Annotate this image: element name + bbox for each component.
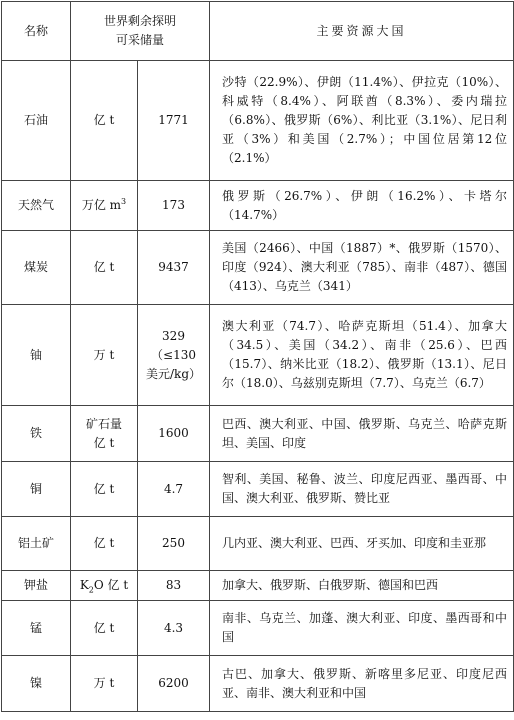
table-row	[2, 462, 514, 517]
unit-subscript: 2	[88, 585, 94, 595]
resource-amount: 9437	[138, 231, 210, 305]
resource-countries: 几内亚、澳大利亚、巴西、牙买加、印度和圭亚那	[210, 517, 514, 571]
unit-superscript: 3	[121, 197, 127, 206]
unit-line-1: 矿石量	[85, 416, 122, 431]
resource-countries: 加拿大、俄罗斯、白俄罗斯、德国和巴西	[210, 571, 514, 601]
resource-name: 锰	[2, 601, 71, 656]
resource-countries: 古巴、加拿大、俄罗斯、新喀里多尼亚、印度尼西亚、南非、澳大利亚和中国	[210, 656, 514, 712]
resource-name: 铀	[2, 305, 71, 406]
header-reserves-line1: 世界剩余探明	[104, 14, 177, 28]
unit-post: O 亿 t	[93, 578, 129, 592]
resource-unit	[71, 571, 138, 601]
resource-countries: 俄罗斯（26.7%）、伊朗（16.2%）、卡塔尔（14.7%）	[210, 181, 514, 231]
table-row	[2, 656, 514, 712]
unit-text: 万亿 m	[81, 198, 122, 212]
resource-countries: 澳大利亚（74.7）、哈萨克斯坦（51.4）、加拿大（34.5）、美国（34.2）、南非（25.6）、巴西（15.7）、纳米比亚（18.2）、俄罗斯（13.1）、尼日尔（18.0）、乌兹别克斯坦（7.7）、乌克兰（6.7）	[210, 305, 514, 406]
resource-countries: 美国（2466）、中国（1887）*、俄罗斯（1570）、印度（924）、澳大利亚（785）、南非（487）、德国（413）、乌克兰（341）	[210, 231, 514, 305]
unit-pre: K	[79, 578, 89, 592]
header-countries: 主要资源大国	[210, 2, 514, 61]
resource-unit: 亿 t	[71, 601, 138, 656]
unit-line-2: 亿 t	[93, 435, 115, 450]
table-row	[2, 601, 514, 656]
resource-countries: 南非、乌克兰、加蓬、澳大利亚、印度、墨西哥和中国	[210, 601, 514, 656]
resource-name: 钾盐	[2, 571, 71, 601]
resource-amount: 83	[138, 571, 210, 601]
header-name: 名称	[2, 2, 71, 61]
table-row	[2, 181, 514, 231]
table-row	[2, 61, 514, 181]
header-row	[2, 2, 514, 61]
resource-name: 铜	[2, 462, 71, 517]
resource-unit: 亿 t	[71, 462, 138, 517]
resource-amount: 1600	[138, 406, 210, 462]
table-row	[2, 231, 514, 305]
resource-amount: 250	[138, 517, 210, 571]
resource-unit: 亿 t	[71, 231, 138, 305]
resource-unit: 亿 t	[71, 61, 138, 181]
amount-note-1: （≤130	[151, 347, 196, 362]
resource-amount: 6200	[138, 656, 210, 712]
resource-countries: 沙特（22.9%）、伊朗（11.4%）、伊拉克（10%）、科威特（8.4%）、阿联酋（8.3%）、委内瑞拉（6.8%）、俄罗斯（6%）、利比亚（3.1%）、尼日利亚（3%）和美国（2.7%）；中国位居第12位（2.1%）	[210, 61, 514, 181]
resource-unit	[71, 181, 138, 231]
table-row	[2, 571, 514, 601]
resource-name: 镍	[2, 656, 71, 712]
table-row	[2, 517, 514, 571]
table-row	[2, 406, 514, 462]
resource-countries: 巴西、澳大利亚、中国、俄罗斯、乌克兰、哈萨克斯坦、美国、印度	[210, 406, 514, 462]
amount-note-2: 美元/kg）	[146, 366, 201, 381]
resource-countries: 智利、美国、秘鲁、波兰、印度尼西亚、墨西哥、中国、澳大利亚、俄罗斯、赞比亚	[210, 462, 514, 517]
table-row	[2, 305, 514, 406]
resource-amount: 4.7	[138, 462, 210, 517]
resource-amount: 173	[138, 181, 210, 231]
resource-unit	[71, 406, 138, 462]
resources-table	[1, 1, 514, 712]
resource-name: 铝土矿	[2, 517, 71, 571]
resource-unit: 万 t	[71, 305, 138, 406]
resource-amount: 1771	[138, 61, 210, 181]
resource-name: 煤炭	[2, 231, 71, 305]
amount-value: 329	[162, 328, 185, 343]
header-reserves-line2: 可采储量	[116, 33, 165, 47]
resource-unit: 亿 t	[71, 517, 138, 571]
resource-unit: 万 t	[71, 656, 138, 712]
resource-amount	[138, 305, 210, 406]
header-reserves	[71, 2, 210, 61]
resource-name: 石油	[2, 61, 71, 181]
resource-name: 天然气	[2, 181, 71, 231]
resource-name: 铁	[2, 406, 71, 462]
resource-amount: 4.3	[138, 601, 210, 656]
